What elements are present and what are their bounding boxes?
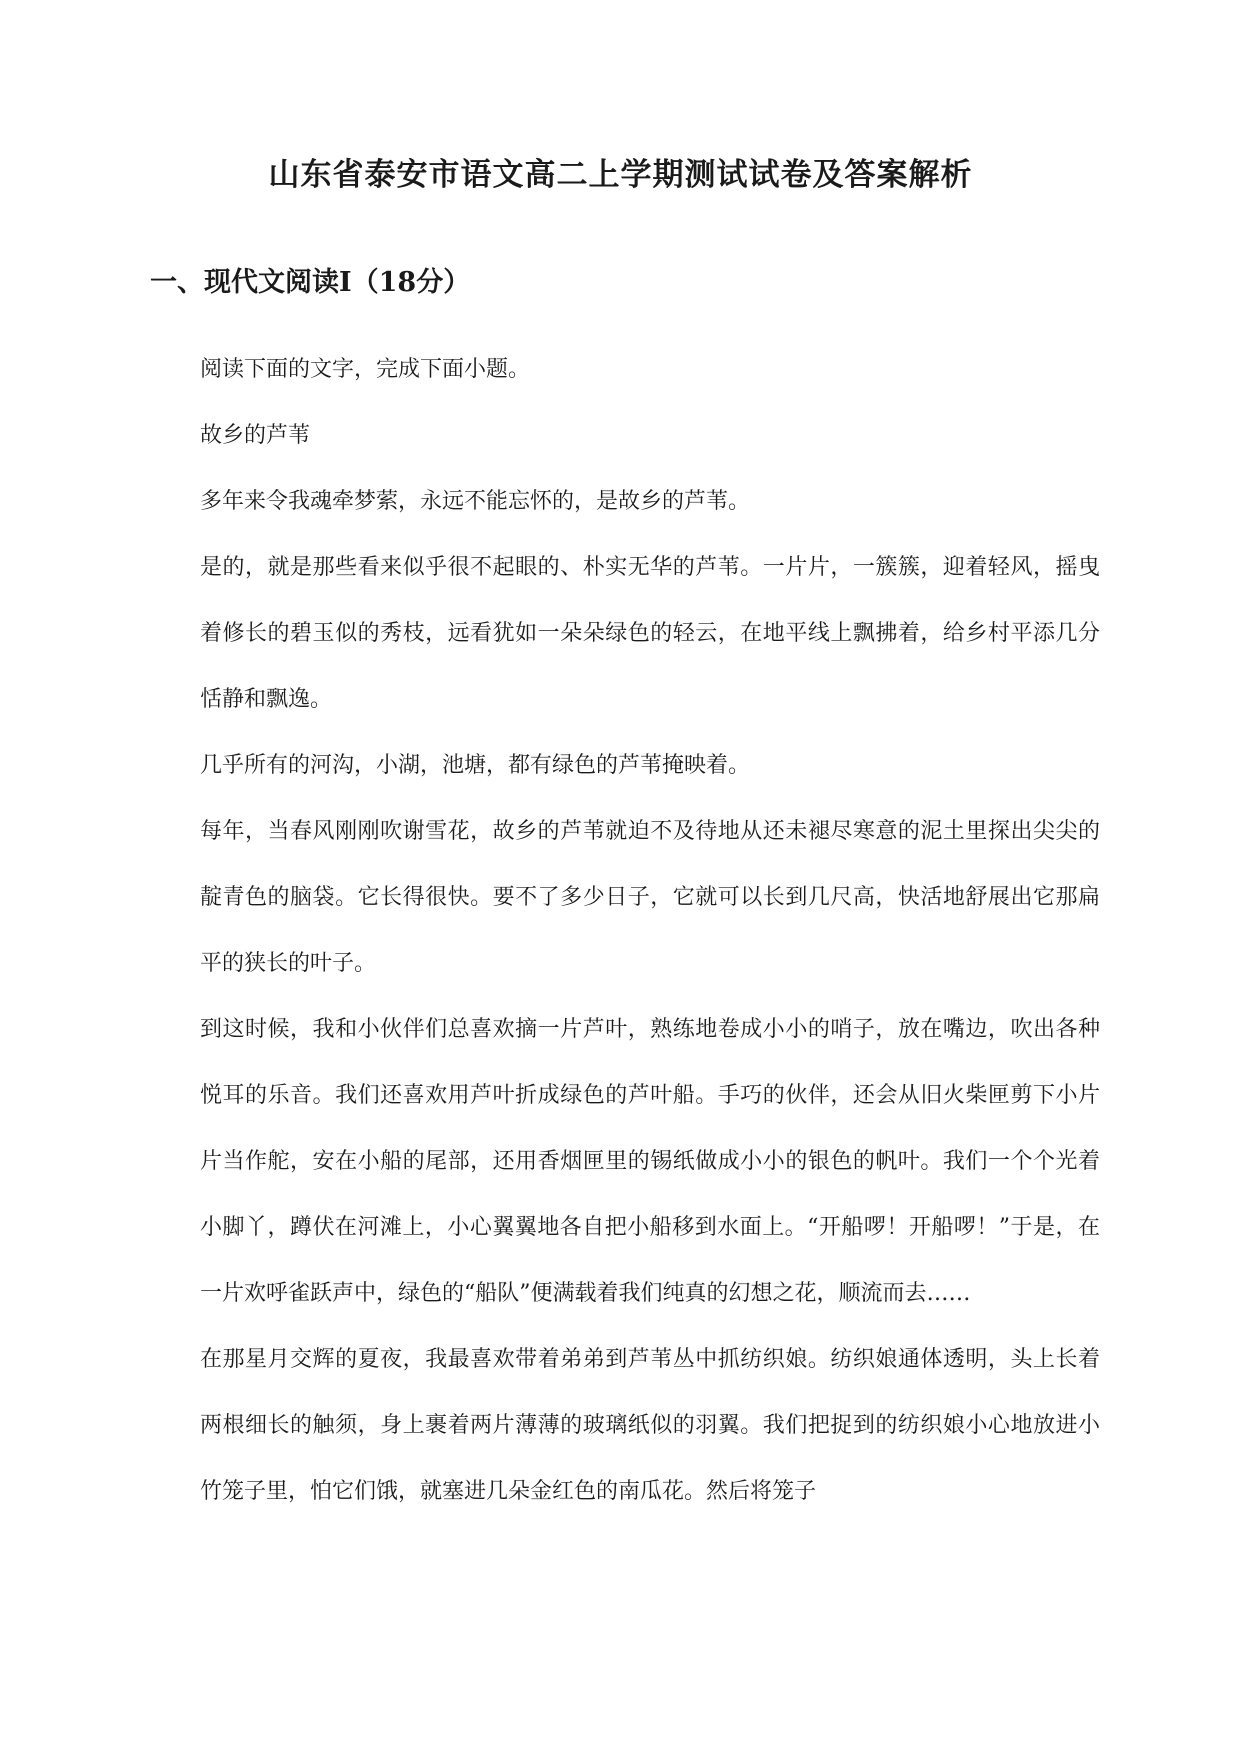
passage-body bbox=[200, 337, 1100, 1525]
passage-paragraph: 多年来令我魂牵梦萦，永远不能忘怀的，是故乡的芦苇。 bbox=[200, 489, 751, 514]
passage-paragraph: 几乎所有的河沟，小湖，池塘，都有绿色的芦苇掩映着。 bbox=[200, 753, 751, 778]
passage-paragraph: 是的，就是那些看来似乎很不起眼的、朴实无华的芦苇。一片片，一簇簇，迎着轻风，摇曳着修长的碧玉似的秀枝，远看犹如一朵朵绿色的轻云，在地平线上飘拂着，给乡村平添几分恬静和飘逸。 bbox=[200, 555, 1100, 712]
passage-paragraph: 每年，当春风刚刚吹谢雪花，故乡的芦苇就迫不及待地从还未褪尽寒意的泥土里探出尖尖的靛青色的脑袋。它长得很快。要不了多少日子，它就可以长到几尺高，快活地舒展出它那扁平的狭长的叶子。 bbox=[200, 819, 1100, 976]
section-heading: 一、现代文阅读Ⅰ（18分） bbox=[150, 267, 471, 298]
passage-title: 故乡的芦苇 bbox=[200, 423, 311, 448]
document-title: 山东省泰安市语文高二上学期测试试卷及答案解析 bbox=[268, 157, 973, 193]
passage-paragraph: 到这时候，我和小伙伴们总喜欢摘一片芦叶，熟练地卷成小小的哨子，放在嘴边，吹出各种悦耳的乐音。我们还喜欢用芦叶折成绿色的芦叶船。手巧的伙伴，还会从旧火柴匣剪下小片片当作舵，安在小船的尾部，还用香烟匣里的锡纸做成小小的银色的帆叶。我们一个个光着小脚丫，蹲伏在河滩上，小心翼翼地各自把小船移到水面上。“开船啰！开船啰！”于是，在一片欢呼雀跃声中，绿色的“船队”便满载着我们纯真的幻想之花，顺流而去…… bbox=[200, 1017, 1100, 1306]
instruction-text: 阅读下面的文字，完成下面小题。 bbox=[200, 357, 531, 382]
passage-paragraph: 在那星月交辉的夏夜，我最喜欢带着弟弟到芦苇丛中抓纺织娘。纺织娘通体透明，头上长着两根细长的触须，身上裹着两片薄薄的玻璃纸似的羽翼。我们把捉到的纺织娘小心地放进小竹笼子里，怕它们饿，就塞进几朵金红色的南瓜花。然后将笼子 bbox=[200, 1347, 1100, 1504]
